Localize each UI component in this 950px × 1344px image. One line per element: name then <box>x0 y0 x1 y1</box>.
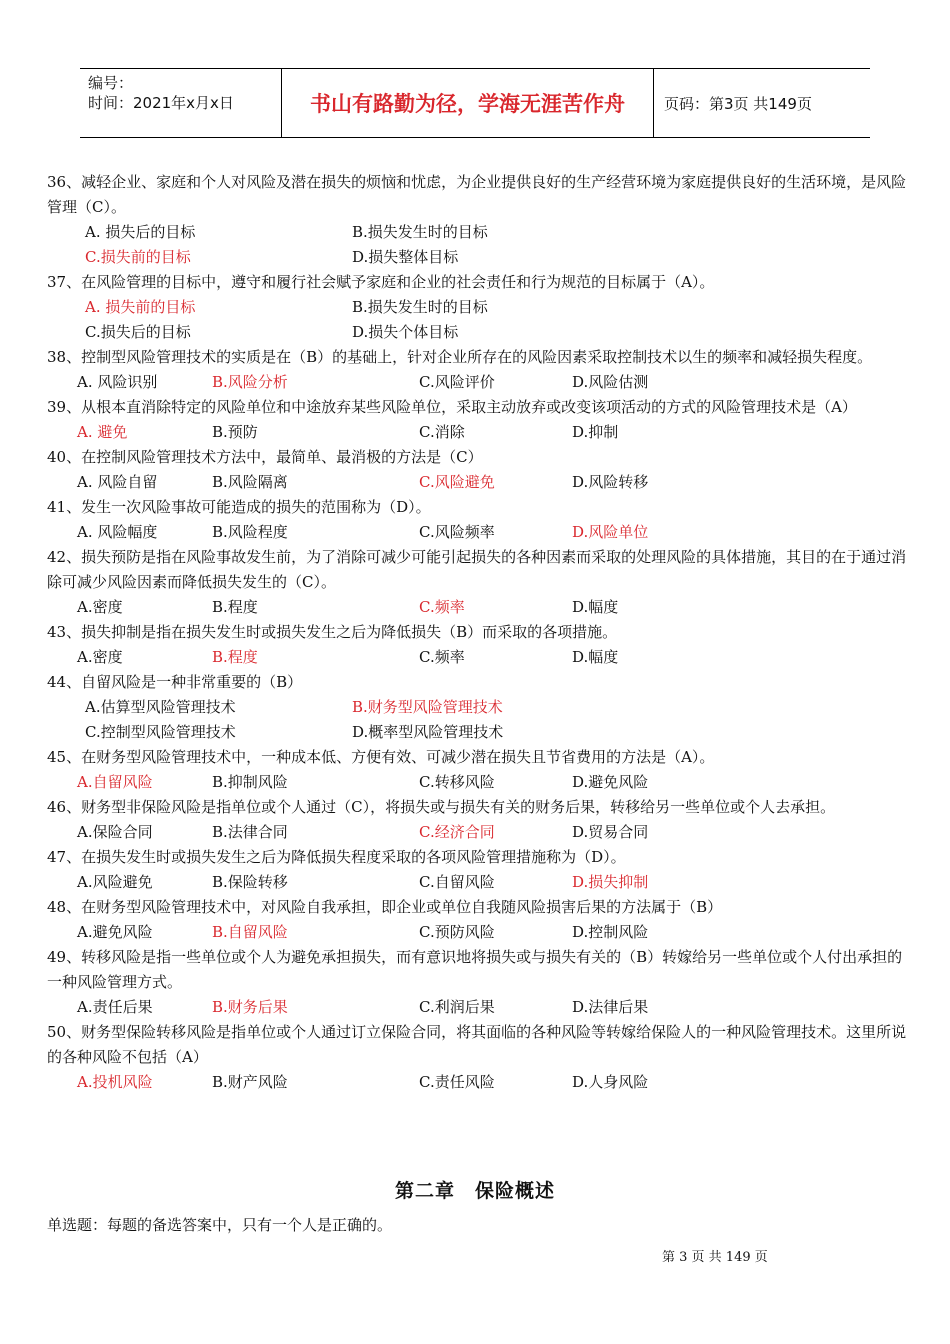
option-row <box>47 295 907 320</box>
question-text: 49、转移风险是指一些单位或个人为避免承担损失，而有意识地将损失或与损失有关的（B）转嫁给另一些单位或个人付出承担的一种风险管理方式。 <box>47 948 903 991</box>
answer-option: D.损失整体目标 <box>352 248 459 266</box>
question-list <box>47 170 907 1095</box>
answer-option: A.估算型风险管理技术 <box>85 698 236 716</box>
answer-option: D.幅度 <box>572 648 619 666</box>
option-row <box>47 920 907 945</box>
answer-option: C.风险评价 <box>419 373 495 391</box>
question-text: 41、发生一次风险事故可能造成的损失的范围称为（D）。 <box>47 498 431 516</box>
answer-option: D.法律后果 <box>572 998 649 1016</box>
answer-option-correct: A.投机风险 <box>77 1073 153 1091</box>
header-time: 时间：2021年x月x日 <box>88 94 234 112</box>
answer-option: B.保险转移 <box>212 873 288 891</box>
answer-option: D.幅度 <box>572 598 619 616</box>
answer-option: A. 损失后的目标 <box>85 223 196 241</box>
answer-option: B.财产风险 <box>212 1073 288 1091</box>
answer-option: A.密度 <box>77 648 123 666</box>
option-row <box>47 320 907 345</box>
question-text: 50、财务型保险转移风险是指单位或个人通过订立保险合同，将其面临的各种风险等转嫁给保险人的一种风险管理技术。这里所说的各种风险不包括（A） <box>47 1023 907 1066</box>
header-motto: 书山有路勤为径，学海无涯苦作舟 <box>282 69 654 137</box>
option-row <box>47 995 907 1020</box>
answer-option-correct: B.程度 <box>212 648 258 666</box>
option-row <box>47 720 907 745</box>
option-row <box>47 1070 907 1095</box>
question-text: 43、损失抑制是指在损失发生时或损失发生之后为降低损失（B）而采取的各项措施。 <box>47 623 618 641</box>
answer-option: B.法律合同 <box>212 823 288 841</box>
option-row <box>47 645 907 670</box>
question-text: 45、在财务型风险管理技术中，一种成本低、方便有效、可减少潜在损失且节省费用的方法是（A）。 <box>47 748 715 766</box>
answer-option: B.风险隔离 <box>212 473 288 491</box>
answer-option: B.损失发生时的目标 <box>352 223 488 241</box>
question-text: 37、在风险管理的目标中，遵守和履行社会赋予家庭和企业的社会责任和行为规范的目标属于（A）。 <box>47 273 715 291</box>
page-footer: 第 3 页 共 149 页 <box>662 1250 768 1265</box>
option-row <box>47 520 907 545</box>
answer-option: D.风险转移 <box>572 473 649 491</box>
section-intro: 单选题：每题的备选答案中，只有一个人是正确的。 <box>47 1216 393 1234</box>
answer-option: C.损失后的目标 <box>85 323 191 341</box>
answer-option: C.利润后果 <box>419 998 495 1016</box>
answer-option: A.保险合同 <box>77 823 153 841</box>
answer-option-correct: B.自留风险 <box>212 923 288 941</box>
question-text: 36、减轻企业、家庭和个人对风险及潜在损失的烦恼和忧虑，为企业提供良好的生产经营环境为家庭提供良好的生活环境，是风险管理（C）。 <box>47 173 907 216</box>
answer-option: A. 风险识别 <box>77 373 158 391</box>
answer-option: B.预防 <box>212 423 258 441</box>
option-row <box>47 870 907 895</box>
answer-option: C.消除 <box>419 423 465 441</box>
question-text: 48、在财务型风险管理技术中，对风险自我承担，即企业或单位自我随风险损害后果的方法属于（B） <box>47 898 723 916</box>
option-row <box>47 695 907 720</box>
answer-option: D.贸易合同 <box>572 823 649 841</box>
answer-option: D.抑制 <box>572 423 619 441</box>
answer-option: D.概率型风险管理技术 <box>352 723 504 741</box>
answer-option: B.损失发生时的目标 <box>352 298 488 316</box>
answer-option: C.频率 <box>419 648 465 666</box>
answer-option-correct: B.风险分析 <box>212 373 288 391</box>
answer-option: D.避免风险 <box>572 773 649 791</box>
question-text: 40、在控制风险管理技术方法中，最简单、最消极的方法是（C） <box>47 448 483 466</box>
option-row <box>47 770 907 795</box>
answer-option-correct: C.频率 <box>419 598 465 616</box>
answer-option-correct: C.损失前的目标 <box>85 248 191 266</box>
answer-option-correct: D.风险单位 <box>572 523 649 541</box>
answer-option: A.密度 <box>77 598 123 616</box>
answer-option: A. 风险自留 <box>77 473 158 491</box>
answer-option: C.责任风险 <box>419 1073 495 1091</box>
question-text: 46、财务型非保险风险是指单位或个人通过（C），将损失或与损失有关的财务后果，转移给另一些单位或个人去承担。 <box>47 798 836 816</box>
question-text: 42、损失预防是指在风险事故发生前，为了消除可减少可能引起损失的各种因素而采取的处理风险的具体措施，其目的在于通过消除可减少风险因素而降低损失发生的（C）。 <box>47 548 907 591</box>
answer-option: C.转移风险 <box>419 773 495 791</box>
answer-option-correct: C.经济合同 <box>419 823 495 841</box>
option-row <box>47 245 907 270</box>
answer-option-correct: A. 避免 <box>77 423 128 441</box>
question-text: 47、在损失发生时或损失发生之后为降低损失程度采取的各项风险管理措施称为（D）。 <box>47 848 626 866</box>
answer-option: C.风险频率 <box>419 523 495 541</box>
question-text: 38、控制型风险管理技术的实质是在（B）的基础上，针对企业所存在的风险因素采取控制技术以生的频率和减轻损失程度。 <box>47 348 873 366</box>
answer-option: D.人身风险 <box>572 1073 649 1091</box>
answer-option: B.抑制风险 <box>212 773 288 791</box>
header-meta <box>80 69 282 137</box>
page-header <box>80 68 870 138</box>
answer-option: D.风险估测 <box>572 373 649 391</box>
answer-option: A. 风险幅度 <box>77 523 158 541</box>
answer-option-correct: A.自留风险 <box>77 773 153 791</box>
answer-option: A.责任后果 <box>77 998 153 1016</box>
answer-option-correct: D.损失抑制 <box>572 873 649 891</box>
option-row <box>47 470 907 495</box>
option-row <box>47 220 907 245</box>
answer-option: C.预防风险 <box>419 923 495 941</box>
header-number: 编号： <box>88 74 134 92</box>
answer-option: D.控制风险 <box>572 923 649 941</box>
answer-option: C.控制型风险管理技术 <box>85 723 236 741</box>
question-text: 39、从根本直消除特定的风险单位和中途放弃某些风险单位，采取主动放弃或改变该项活动的方式的风险管理技术是（A） <box>47 398 857 416</box>
answer-option-correct: C.风险避免 <box>419 473 495 491</box>
question-text: 44、自留风险是一种非常重要的（B） <box>47 673 303 691</box>
option-row <box>47 420 907 445</box>
answer-option-correct: B.财务型风险管理技术 <box>352 698 503 716</box>
answer-option: C.自留风险 <box>419 873 495 891</box>
answer-option: B.风险程度 <box>212 523 288 541</box>
header-page-info: 页码：第3页 共149页 <box>664 94 812 113</box>
option-row <box>47 370 907 395</box>
answer-option: A.风险避免 <box>77 873 153 891</box>
answer-option: B.程度 <box>212 598 258 616</box>
option-row <box>47 820 907 845</box>
answer-option: A.避免风险 <box>77 923 153 941</box>
answer-option: D.损失个体目标 <box>352 323 459 341</box>
chapter-title: 第二章 保险概述 <box>394 1180 555 1202</box>
answer-option-correct: B.财务后果 <box>212 998 288 1016</box>
option-row <box>47 595 907 620</box>
answer-option-correct: A. 损失前的目标 <box>85 298 196 316</box>
